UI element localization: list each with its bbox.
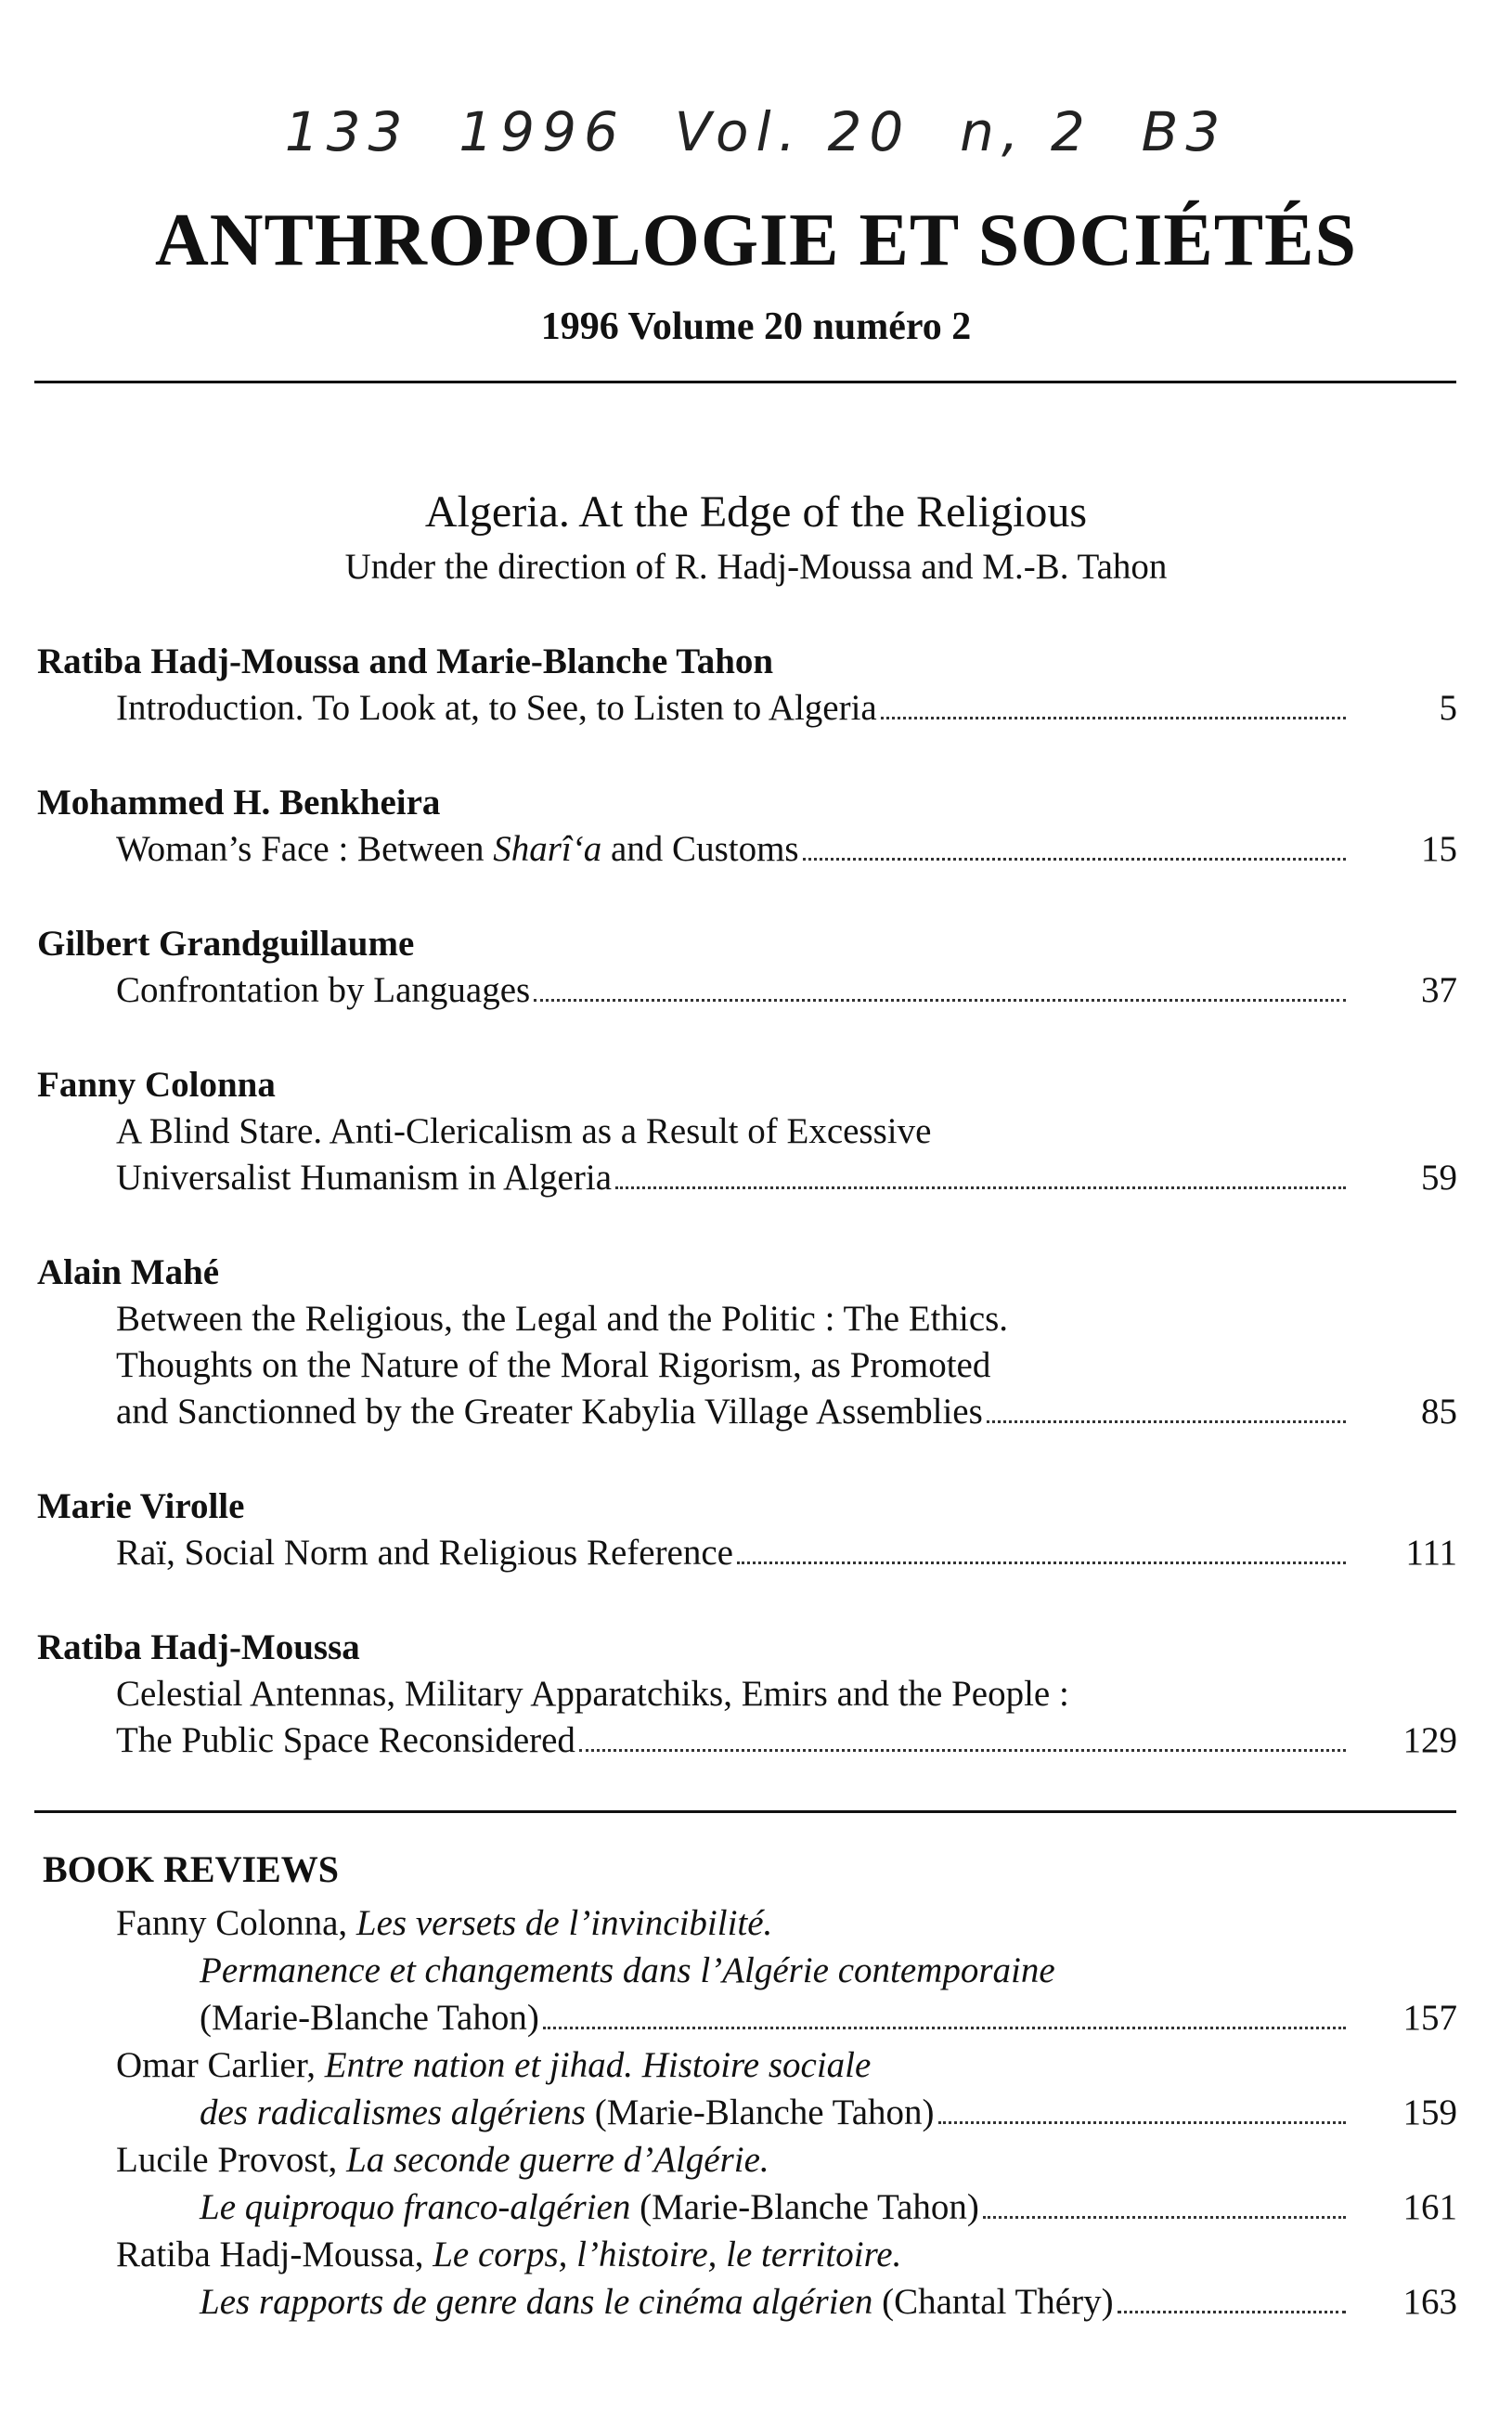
article-title: Introduction. To Look at, to See, to Listen to Algeria bbox=[116, 688, 877, 728]
review-book-title: Les versets de l’invincibilité. bbox=[355, 1903, 773, 1943]
dot-leader bbox=[938, 2121, 1346, 2124]
article-entry bbox=[37, 780, 1457, 873]
article-title-line bbox=[37, 1108, 1457, 1155]
review-book-author: Ratiba Hadj-Moussa, bbox=[116, 2235, 433, 2274]
reviewer: (Marie-Blanche Tahon) bbox=[585, 2093, 935, 2132]
article-entry bbox=[37, 639, 1457, 732]
article-author: Ratiba Hadj-Moussa bbox=[37, 1627, 360, 1667]
reviewer: (Marie-Blanche Tahon) bbox=[200, 1998, 539, 2038]
article-title: Universalist Humanism in Algeria bbox=[116, 1158, 613, 1198]
review-line bbox=[37, 1994, 1457, 2041]
article-title-line bbox=[37, 1389, 1457, 1435]
reviewer: (Chantal Théry) bbox=[872, 2282, 1114, 2322]
page-number: 5 bbox=[1439, 688, 1457, 728]
article-title-line bbox=[37, 967, 1457, 1014]
review-line bbox=[37, 2278, 1457, 2326]
dot-leader bbox=[1118, 2311, 1346, 2313]
dossier-title: Algeria. At the Edge of the Religious bbox=[424, 487, 1088, 537]
dossier-direction: Under the direction of R. Hadj-Moussa and M.-B. Tahon bbox=[344, 547, 1168, 587]
review-line bbox=[37, 2231, 1457, 2278]
page-number: 161 bbox=[1402, 2187, 1457, 2227]
article-title: Confrontation by Languages bbox=[116, 970, 531, 1010]
review-book-author: Fanny Colonna, bbox=[116, 1903, 356, 1943]
article-title: Woman’s Face : Between Sharî‘a and Customs bbox=[116, 829, 799, 869]
reviews-rule bbox=[34, 1810, 1456, 1813]
review-book-author: Omar Carlier, bbox=[116, 2045, 325, 2085]
dot-leader bbox=[803, 858, 1346, 861]
review-line bbox=[37, 2089, 1457, 2136]
book-review-entry bbox=[37, 1899, 1457, 2041]
article-author: Gilbert Grandguillaume bbox=[37, 924, 415, 964]
dot-leader bbox=[579, 1749, 1346, 1752]
dot-leader bbox=[737, 1561, 1346, 1564]
book-review-entry bbox=[37, 2136, 1457, 2231]
article-list bbox=[37, 639, 1457, 1812]
review-line bbox=[37, 1899, 1457, 1947]
page-number: 159 bbox=[1402, 2093, 1457, 2132]
article-author: Ratiba Hadj-Moussa and Marie-Blanche Tahon bbox=[37, 641, 774, 681]
review-line bbox=[37, 2136, 1457, 2183]
review-line bbox=[37, 2041, 1457, 2089]
page-number: 59 bbox=[1421, 1158, 1457, 1198]
article-title: Thoughts on the Nature of the Moral Rigorism, as Promoted bbox=[116, 1345, 991, 1385]
page-number: 129 bbox=[1402, 1720, 1457, 1760]
article-title-line bbox=[37, 1342, 1457, 1389]
article-entry bbox=[37, 1625, 1457, 1764]
book-review-entry bbox=[37, 2041, 1457, 2136]
article-title: Celestial Antennas, Military Apparatchiks, Emirs and the People : bbox=[116, 1674, 1069, 1714]
reviewer: (Marie-Blanche Tahon) bbox=[630, 2187, 979, 2227]
book-reviews-heading: BOOK REVIEWS bbox=[43, 1848, 339, 1890]
dot-leader bbox=[987, 1420, 1346, 1423]
page-number: 37 bbox=[1421, 970, 1457, 1010]
book-review-entry bbox=[37, 2231, 1457, 2326]
article-author: Fanny Colonna bbox=[37, 1065, 276, 1105]
article-title: A Blind Stare. Anti-Clericalism as a Result of Excessive bbox=[116, 1111, 932, 1151]
journal-title: ANTHROPOLOGIE ET SOCIÉTÉS bbox=[155, 200, 1357, 281]
dot-leader bbox=[983, 2216, 1346, 2219]
article-title-line bbox=[37, 1671, 1457, 1717]
article-title-line bbox=[37, 826, 1457, 873]
page-number: 111 bbox=[1405, 1533, 1457, 1573]
page-number: 15 bbox=[1421, 829, 1457, 869]
review-line bbox=[37, 1947, 1457, 1994]
article-entry bbox=[37, 1484, 1457, 1576]
review-book-title: Le quiproquo franco-algérien bbox=[200, 2187, 631, 2227]
dot-leader bbox=[881, 717, 1346, 719]
article-entry bbox=[37, 921, 1457, 1014]
review-book-title: La seconde guerre d’Algérie. bbox=[346, 2140, 769, 2180]
page-number: 157 bbox=[1402, 1998, 1457, 2038]
review-book-title: Les rapports de genre dans le cinéma algérien bbox=[200, 2282, 873, 2322]
dot-leader bbox=[543, 2027, 1346, 2029]
article-title-line bbox=[37, 1155, 1457, 1201]
article-title: Raï, Social Norm and Religious Reference bbox=[116, 1533, 733, 1573]
review-book-title: des radicalismes algériens bbox=[200, 2093, 586, 2132]
article-entry bbox=[37, 1250, 1457, 1435]
article-entry bbox=[37, 1062, 1457, 1201]
article-title-line bbox=[37, 1530, 1457, 1576]
review-book-author: Lucile Provost, bbox=[116, 2140, 347, 2180]
article-title-line bbox=[37, 685, 1457, 732]
review-book-title: Le corps, l’histoire, le territoire. bbox=[433, 2235, 902, 2274]
review-book-title: Entre nation et jihad. Histoire sociale bbox=[324, 2045, 872, 2085]
review-line bbox=[37, 2183, 1457, 2231]
article-title-line bbox=[37, 1717, 1457, 1764]
article-author: Alain Mahé bbox=[37, 1252, 220, 1292]
book-review-list bbox=[37, 1899, 1457, 2326]
article-title: The Public Space Reconsidered bbox=[116, 1720, 575, 1760]
page-number: 85 bbox=[1421, 1392, 1457, 1432]
article-title: Between the Religious, the Legal and the Politic : The Ethics. bbox=[116, 1299, 1009, 1339]
dot-leader bbox=[534, 999, 1346, 1002]
article-title-line bbox=[37, 1296, 1457, 1342]
review-book-title: Permanence et changements dans l’Algérie contemporaine bbox=[200, 1950, 1055, 1990]
handwritten-call-number: 133 1996 Vol. 20 n, 2 B3 bbox=[284, 100, 1228, 163]
page-number: 163 bbox=[1402, 2282, 1457, 2322]
top-rule bbox=[34, 381, 1456, 383]
article-author: Mohammed H. Benkheira bbox=[37, 783, 441, 823]
article-author: Marie Virolle bbox=[37, 1486, 245, 1526]
article-title: and Sanctionned by the Greater Kabylia Village Assemblies bbox=[116, 1392, 983, 1432]
issue-line: 1996 Volume 20 numéro 2 bbox=[540, 305, 972, 348]
dot-leader bbox=[615, 1186, 1346, 1189]
